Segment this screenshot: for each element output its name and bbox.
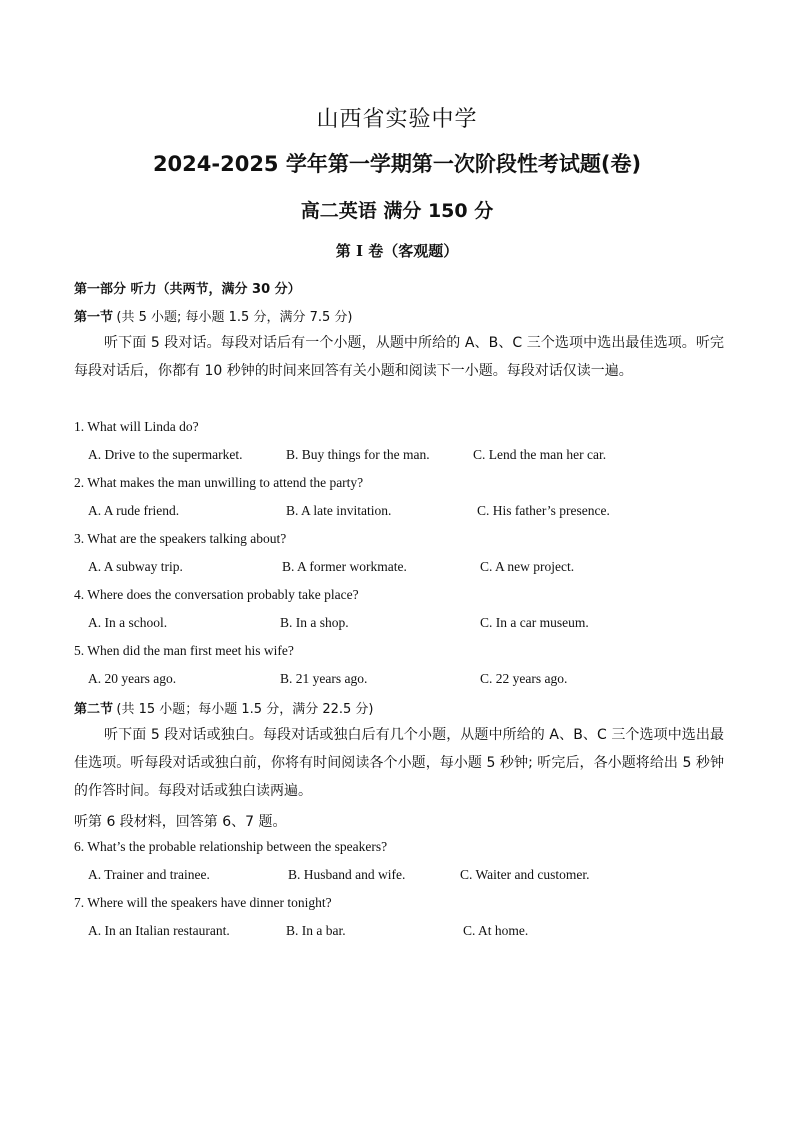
- section2-instructions: 听下面 5 段对话或独白。每段对话或独白后有几个小题，从题中所给的 A、B、C 三个选项中选出最佳选项。听每段对话或独白前，你将有时间阅读各个小题，每小题 5 秒钟; 听完后，各小题将给出 5 秒钟的作答时间。每段对话或独白读两遍。: [74, 727, 724, 799]
- q6-option-b: B. Husband and wife.: [288, 867, 406, 882]
- q3-option-b: B. A former workmate.: [282, 559, 407, 574]
- section2-label: 第二节: [74, 702, 114, 717]
- question-1: 1. What will Linda do?: [74, 419, 199, 434]
- q2-option-a: A. A rude friend.: [88, 503, 180, 518]
- q7-option-b: B. In a bar.: [286, 923, 346, 938]
- q4-option-a: A. In a school.: [88, 615, 168, 630]
- section1-info: (共 5 小题; 每小题 1.5 分，满分 7.5 分): [116, 310, 353, 325]
- q4-option-c: C. In a car museum.: [480, 615, 589, 630]
- q1-option-a: A. Drive to the supermarket.: [88, 447, 243, 462]
- q2-option-c: C. His father’s presence.: [477, 503, 610, 518]
- question-6: 6. What’s the probable relationship between the speakers?: [74, 839, 388, 854]
- section1-header: [74, 306, 352, 325]
- section2-info: (共 15 小题；每小题 1.5 分，满分 22.5 分): [116, 702, 374, 717]
- material-note: 听第 6 段材料，回答第 6、7 题。: [74, 814, 287, 830]
- subject-title: 高二英语 满分 150 分: [300, 200, 494, 222]
- q5-option-c: C. 22 years ago.: [480, 671, 568, 686]
- q6-option-c: C. Waiter and customer.: [460, 867, 590, 882]
- q3-option-c: C. A new project.: [480, 559, 575, 574]
- q7-option-a: A. In an Italian restaurant.: [88, 923, 230, 938]
- q1-option-c: C. Lend the man her car.: [473, 447, 607, 462]
- question-5: 5. When did the man first meet his wife?: [74, 643, 294, 658]
- question-3: 3. What are the speakers talking about?: [74, 531, 287, 546]
- q4-option-b: B. In a shop.: [280, 615, 349, 630]
- q6-option-a: A. Trainer and trainee.: [88, 867, 210, 882]
- section1-label: 第一节: [74, 310, 114, 325]
- q5-option-a: A. 20 years ago.: [88, 671, 177, 686]
- exam-title: 2024-2025 学年第一学期第一次阶段性考试题(卷): [152, 152, 642, 176]
- q2-option-b: B. A late invitation.: [286, 503, 392, 518]
- q3-option-a: A. A subway trip.: [88, 559, 183, 574]
- school-name: 山西省实验中学: [316, 107, 478, 132]
- volume-title: 第 I 卷（客观题）: [335, 242, 459, 260]
- question-4: 4. Where does the conversation probably take place?: [74, 587, 359, 602]
- q5-option-b: B. 21 years ago.: [280, 671, 368, 686]
- question-2: 2. What makes the man unwilling to attend the party?: [74, 475, 364, 490]
- question-7: 7. Where will the speakers have dinner tonight?: [74, 895, 332, 910]
- part1-heading: 第一部分 听力（共两节，满分 30 分）: [74, 282, 301, 297]
- q7-option-c: C. At home.: [463, 923, 529, 938]
- section1-instructions: 听下面 5 段对话。每段对话后有一个小题，从题中所给的 A、B、C 三个选项中选出最佳选项。听完每段对话后，你都有 10 秒钟的时间来回答有关小题和阅读下一小题。每段对话仅读一遍。: [74, 335, 724, 379]
- q1-option-b: B. Buy things for the man.: [286, 447, 430, 462]
- section2-header: [74, 698, 374, 717]
